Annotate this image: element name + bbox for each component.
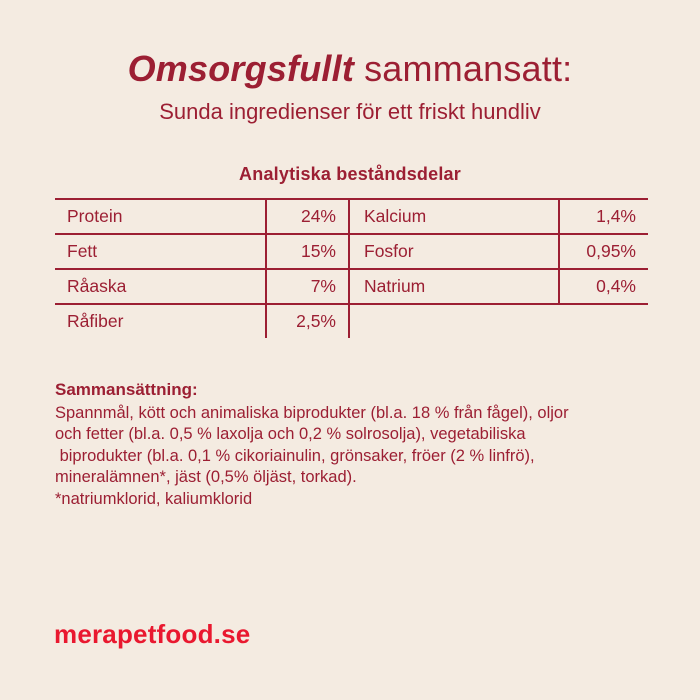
composition-line: mineralämnen*, jäst (0,5% öljäst, torkad). bbox=[55, 468, 357, 486]
composition-heading: Sammansättning: bbox=[55, 380, 198, 399]
page-title-rest: sammansatt: bbox=[364, 48, 573, 89]
composition-line: biprodukter (bl.a. 0,1 % cikoriainulin, grönsaker, fröer (2 % linfrö), bbox=[55, 446, 535, 465]
page-subtitle: Sunda ingredienser för ett friskt hundliv bbox=[159, 99, 541, 124]
empty-cell bbox=[350, 303, 558, 338]
natrium-label: Natrium bbox=[350, 268, 558, 303]
raaska-label: Råaska bbox=[55, 268, 265, 303]
rafiber-label: Råfiber bbox=[55, 303, 265, 338]
composition-line: och fetter (bl.a. 0,5 % laxolja och 0,2 % solrosolja), vegetabiliska bbox=[55, 425, 526, 443]
kalcium-label: Kalcium bbox=[350, 198, 558, 233]
composition-line: Spannmål, kött och animaliska biprodukter (bl.a. 18 % från fågel), oljor bbox=[55, 403, 569, 422]
fosfor-label: Fosfor bbox=[350, 233, 558, 268]
analysis-table-heading: Analytiska beståndsdelar bbox=[239, 164, 461, 184]
website-url: merapetfood.se bbox=[54, 619, 251, 649]
fosfor-value: 0,95% bbox=[558, 233, 648, 268]
empty-cell bbox=[558, 303, 648, 338]
raaska-value: 7% bbox=[265, 268, 350, 303]
page-title bbox=[0, 48, 700, 90]
fett-value: 15% bbox=[265, 233, 350, 268]
natrium-value: 0,4% bbox=[558, 268, 648, 303]
kalcium-value: 1,4% bbox=[558, 198, 648, 233]
protein-value: 24% bbox=[265, 198, 350, 233]
composition-section bbox=[55, 379, 635, 510]
rafiber-value: 2,5% bbox=[265, 303, 350, 338]
composition-line: *natriumklorid, kaliumklorid bbox=[55, 489, 253, 508]
analysis-table bbox=[55, 198, 648, 338]
fett-label: Fett bbox=[55, 233, 265, 268]
page-title-emphasis: Omsorgsfullt bbox=[127, 48, 355, 89]
protein-label: Protein bbox=[55, 198, 265, 233]
